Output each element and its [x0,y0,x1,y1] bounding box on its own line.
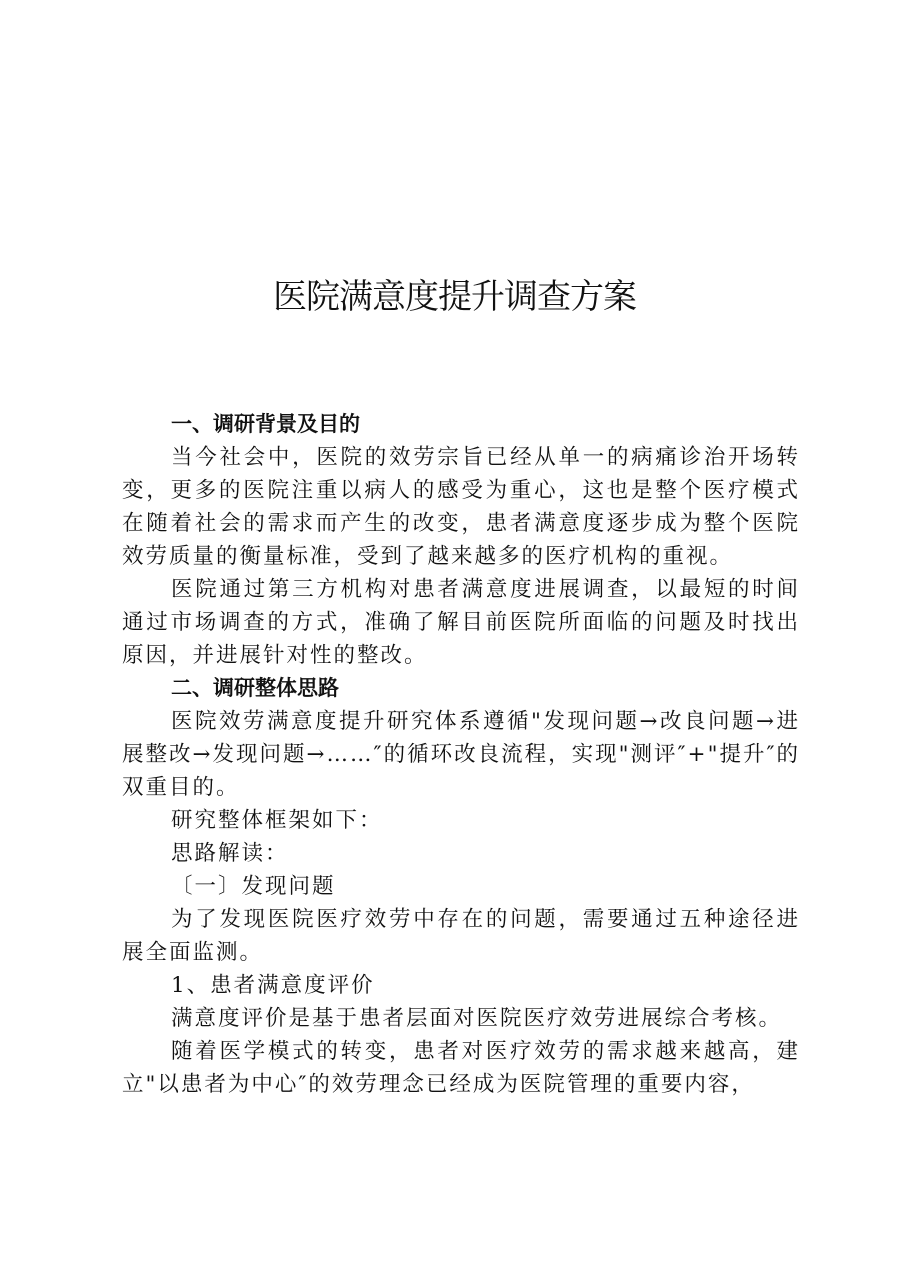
paragraph-five-channels: 为了发现医院医疗效劳中存在的问题，需要通过五种途径进展全面监测。 [122,907,800,965]
paragraph-medical-model: 随着医学模式的转变，患者对医疗效劳的需求越来越高，建立"以患者为中心″的效劳理念已经成为医院管理的重要内容， [122,1039,800,1097]
paragraph-satisfaction-evaluation: 满意度评价是基于患者层面对医院医疗效劳进展综合考核。 [171,1006,783,1031]
paragraph-background: 当今社会中，医院的效劳宗旨已经从单一的病痛诊治开场转变，更多的医院注重以病人的感受为重心，这也是整个医疗模式在随着社会的需求而产生的改变，患者满意度逐步成为整个医院效劳质量的衡量标准，受到了越来越多的医疗机构的重视。 [122,445,800,569]
paragraph-improvement-cycle: 医院效劳满意度提升研究体系遵循"发现问题→改良问题→进展整改→发现问题→……″的循环改良流程，实现"测评″+"提升″的双重目的。 [122,709,800,800]
paragraph-third-party-survey: 医院通过第三方机构对患者满意度进展调查，以最短的时间通过市场调查的方式，准确了解目前医院所面临的问题及时找出原因，并进展针对性的整改。 [122,577,800,668]
framework-label: 研究整体框架如下： [171,808,383,833]
section-heading-approach: 二、调研整体思路 [171,676,339,700]
document-body [122,408,800,1101]
subheading-find-problems: 〔一〕发现问题 [171,874,336,899]
section-heading-background: 一、调研背景及目的 [171,412,360,436]
subheading-patient-satisfaction: 1、患者满意度评价 [171,973,375,998]
interpretation-label: 思路解读： [171,841,289,866]
document-title: 医院满意度提升调查方案 [273,277,636,317]
